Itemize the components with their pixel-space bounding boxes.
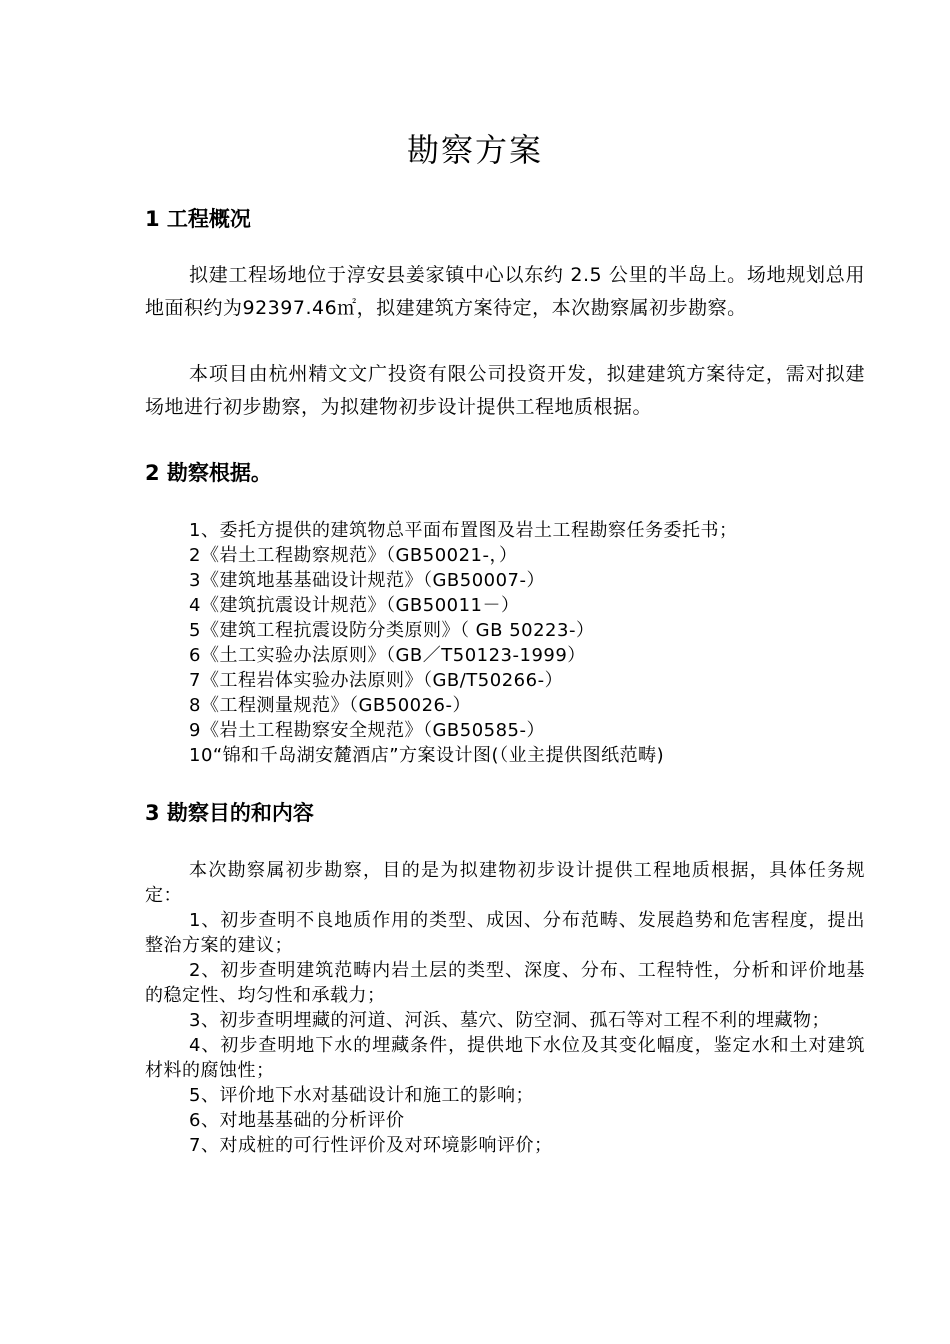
list-item: 4、初步查明地下水的埋藏条件，提供地下水位及其变化幅度，鉴定水和土对建筑材料的腐蚀性；: [145, 1035, 865, 1081]
section-heading-purpose: 3 勘察目的和内容: [145, 801, 314, 825]
page-title: 勘察方案: [406, 131, 543, 169]
list-item: 7《工程岩体实验办法原则》（GB/T50266-）: [189, 670, 564, 691]
list-item: 2、初步查明建筑范畴内岩土层的类型、深度、分布、工程特性，分析和评价地基的稳定性、均匀性和承载力；: [145, 960, 865, 1006]
list-item: 6、对地基基础的分析评价: [189, 1110, 405, 1131]
list-item: 2《岩土工程勘察规范》（GB50021-，）: [189, 545, 518, 566]
list-item: 9《岩土工程勘察安全规范》（GB50585-）: [189, 720, 546, 741]
section-heading-basis: 2 勘察根据。: [145, 461, 272, 485]
list-item: 8《工程测量规范》（GB50026-）: [189, 695, 472, 716]
list-item: 5、评价地下水对基础设计和施工的影响；: [189, 1085, 534, 1106]
list-item: 6《土工实验办法原则》（GB／T50123-1999）: [189, 645, 586, 666]
basis-list: [189, 518, 869, 768]
overview-paragraph: 本项目由杭州精文文广投资有限公司投资开发，拟建建筑方案待定，需对拟建场地进行初步勘察，为拟建物初步设计提供工程地质根据。: [145, 363, 865, 418]
list-item: 3《建筑地基基础设计规范》（GB50007-）: [189, 570, 546, 591]
list-item: 3、初步查明埋藏的河道、河浜、墓穴、防空洞、孤石等对工程不利的埋藏物；: [189, 1010, 830, 1031]
section-heading-overview: 1 工程概况: [145, 207, 251, 231]
list-item: 1、初步查明不良地质作用的类型、成因、分布范畴、发展趋势和危害程度，提出整治方案的建议；: [145, 910, 865, 956]
list-item: 7、对成桩的可行性评价及对环境影响评价；: [189, 1135, 553, 1156]
purpose-list: [145, 858, 865, 1158]
list-item: 10“锦和千岛湖安麓酒店”方案设计图(（业主提供图纸范畴): [189, 745, 665, 766]
list-item: 1、委托方提供的建筑物总平面布置图及岩土工程勘察任务委托书；: [189, 520, 738, 541]
overview-paragraph: 拟建工程场地位于淳安县姜家镇中心以东约 2.5 公里的半岛上。场地规划总用地面积约为92397.46㎡，拟建建筑方案待定，本次勘察属初步勘察。: [145, 264, 865, 319]
list-item: 5《建筑工程抗震设防分类原则》（ GB 50223-）: [189, 620, 595, 641]
list-item: 4《建筑抗震设计规范》（GB50011－）: [189, 595, 520, 616]
list-item: 本次勘察属初步勘察，目的是为拟建物初步设计提供工程地质根据，具体任务规定：: [145, 860, 865, 906]
